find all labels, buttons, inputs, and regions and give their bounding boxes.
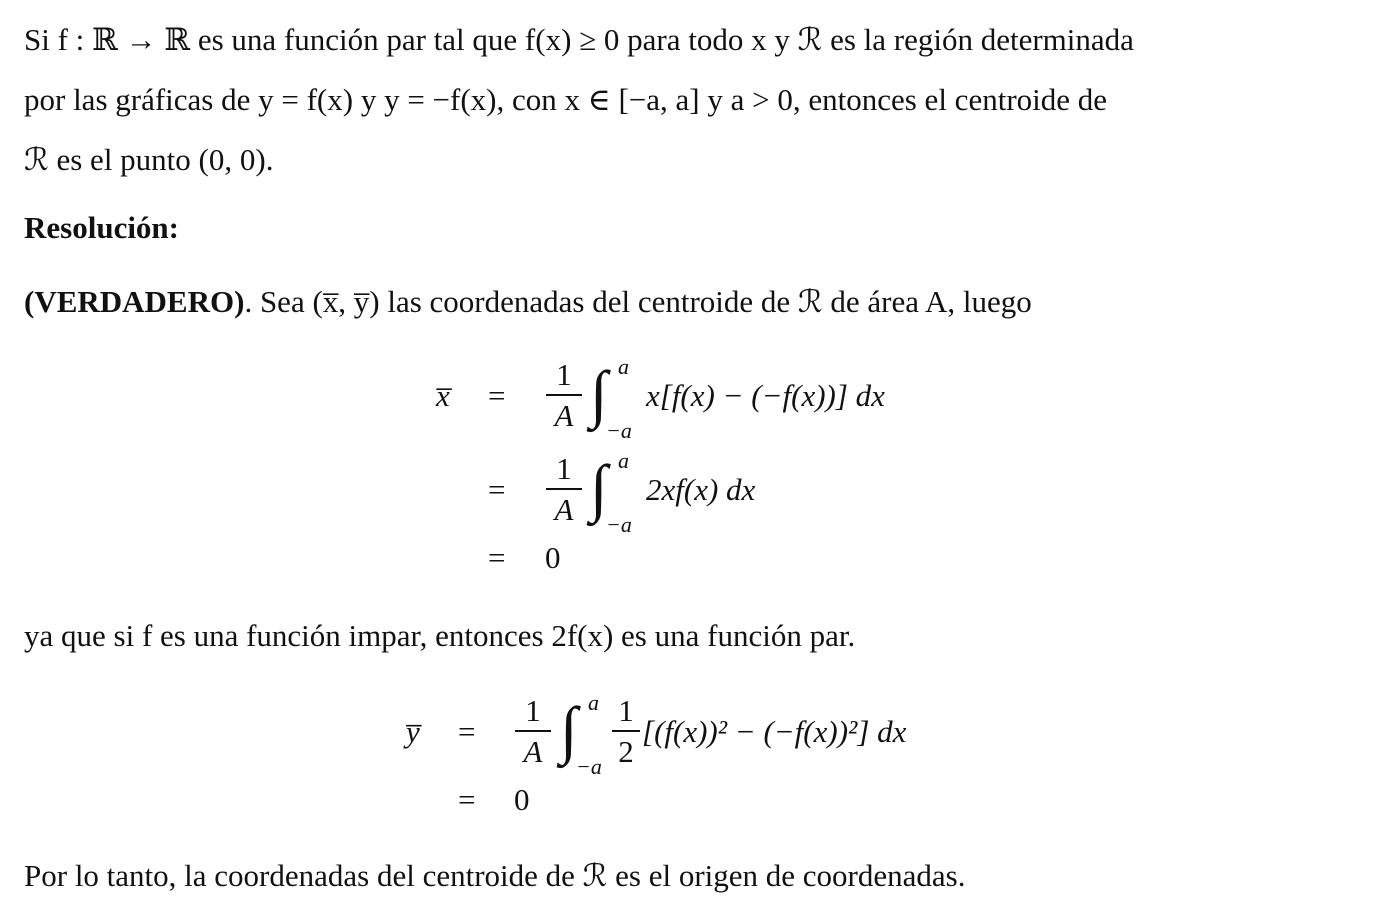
fraction-denominator: A bbox=[523, 734, 543, 769]
integral-sign: ∫ bbox=[590, 452, 608, 523]
xbar-integrand-2: 2xf(x) dx bbox=[646, 472, 756, 507]
upper-limit: a bbox=[618, 354, 629, 379]
xbar-equals-3: = bbox=[488, 540, 506, 575]
fraction-numerator: 1 bbox=[612, 692, 640, 732]
statement-line-1: Si f : ℝ → ℝ es una función par tal que f(x) ≥ 0 para todo x y ℛ es la región determinada bbox=[24, 22, 1134, 57]
xbar-fraction-1 bbox=[546, 356, 582, 436]
resolution-heading: Resolución: bbox=[24, 210, 179, 245]
lower-limit: −a bbox=[606, 418, 632, 443]
fraction-denominator: A bbox=[554, 492, 574, 527]
upper-limit: a bbox=[618, 448, 629, 473]
verdict-paragraph bbox=[24, 284, 1032, 320]
ybar-equals-2: = bbox=[458, 782, 476, 817]
xbar-equals-1: = bbox=[488, 378, 506, 413]
ybar-result: 0 bbox=[514, 782, 530, 817]
fraction-numerator: 1 bbox=[546, 450, 582, 490]
statement-line-2: por las gráficas de y = f(x) y y = −f(x), con x ∈ [−a, a] y a > 0, entonces el centroide de bbox=[24, 82, 1108, 117]
lower-limit: −a bbox=[606, 512, 632, 537]
lower-limit: −a bbox=[576, 754, 602, 779]
fraction-numerator: 1 bbox=[546, 356, 582, 396]
xbar-equals-2: = bbox=[488, 472, 506, 507]
ybar-lhs: y̅ bbox=[406, 714, 420, 749]
fraction-denominator: A bbox=[554, 398, 574, 433]
xbar-integrand-1: x[f(x) − (−f(x))] dx bbox=[646, 378, 885, 413]
ybar-half-fraction bbox=[612, 692, 640, 772]
integral-sign: ∫ bbox=[560, 694, 578, 765]
upper-limit: a bbox=[588, 690, 599, 715]
statement-line-3: ℛ es el punto (0, 0). bbox=[24, 142, 274, 177]
xbar-fraction-2 bbox=[546, 450, 582, 530]
integral-sign: ∫ bbox=[590, 358, 608, 429]
ybar-equals-1: = bbox=[458, 714, 476, 749]
xbar-lhs: x̅ bbox=[436, 378, 450, 413]
ybar-integrand-1: [(f(x))² − (−f(x))²] dx bbox=[642, 714, 907, 749]
ybar-fraction-1 bbox=[515, 692, 551, 772]
verdict-intro: . Sea (x̅, y̅) las coordenadas del centroide de ℛ de área A, luego bbox=[244, 284, 1032, 319]
verdict-label: (VERDADERO) bbox=[24, 284, 245, 319]
conclusion-paragraph: Por lo tanto, la coordenadas del centroide de ℛ es el origen de coordenadas. bbox=[24, 858, 966, 893]
note-paragraph: ya que si f es una función impar, entonces 2f(x) es una función par. bbox=[24, 618, 856, 653]
xbar-result: 0 bbox=[545, 540, 561, 575]
fraction-numerator: 1 bbox=[515, 692, 551, 732]
fraction-denominator: 2 bbox=[618, 734, 634, 769]
